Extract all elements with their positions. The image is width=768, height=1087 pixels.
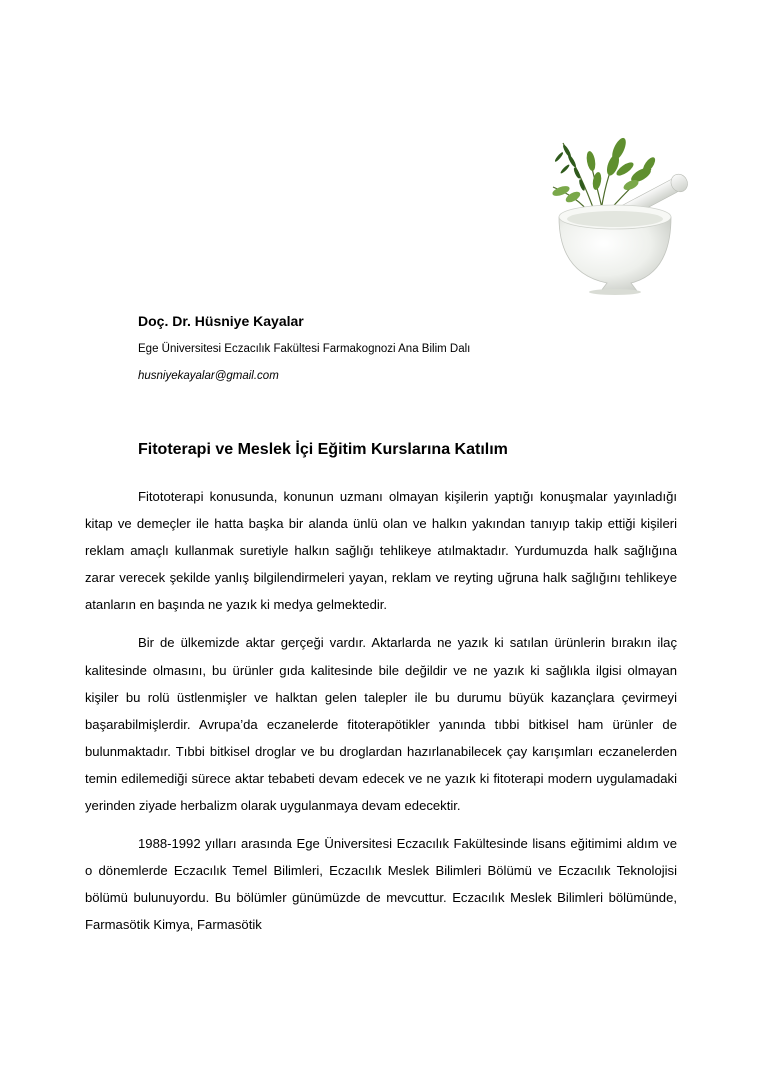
paragraph-3: 1988-1992 yılları arasında Ege Üniversitesi Eczacılık Fakültesinde lisans eğitimimi aldım ve o dönemlerde Eczacılık Temel Bilimleri, Eczacılık Meslek Bilimleri Bölümü ve Eczacılık Teknolojisi bölümü bulunuyordu. Bu bölümler günümüzde de mevcuttur. Eczacılık Meslek Bilimleri bölümünde, Farmasötik Kimya, Farmasötik <box>85 836 677 933</box>
paragraph-1: Fitototerapi konusunda, konunun uzmanı olmayan kişilerin yaptığı konuşmalar yayınladığı kitap ve demeçler ile hatta başka bir alanda ünlü olan ve halkın yakından tanıyıp takip ettiği kişileri reklam amaçlı kullanmak suretiyle halkın sağlığı tehlikeye atılmaktadır. Yurdumuzda halk sağlığına zarar verecek şekilde yanlış bilgilendirmeleri yayan, reklam ve reyting uğruna halk sağlığını tehlikeye atanların en başında ne yazık ki medya gelmektedir. <box>85 489 677 613</box>
author-affiliation: Ege Üniversitesi Eczacılık Fakültesi Farmakognozi Ana Bilim Dalı <box>138 343 471 355</box>
paragraph-2: Bir de ülkemizde aktar gerçeği vardır. Aktarlarda ne yazık ki satılan ürünlerin bırakın ilaç kalitesinde olmasını, bu ürünler gıda kalitesinde bile değildir ve ne yazık ki sağlıkla ilgisi olmayan kişiler bu rolü üstlenmişler ve halktan gelen talepler ile bu durumu büyük kazançlara çevirmeyi başarabilmişlerdir. Avrupa’da eczanelerde fitoterapötikler yanında tıbbi bitkisel ham ürünler de bulunmaktadır. Tıbbi bitkisel droglar ve bu droglardan hazırlanabilecek çay karışımları eczanelerden temin edilemediği sürece aktar tebabeti devam edecek ve ne yazık ki fitoterapi modern uygulamadaki yerinden ziyade herbalizm olarak uygulanmaya devam edecektir. <box>85 635 677 814</box>
body-text <box>85 483 677 950</box>
document-title: Fitoterapi ve Meslek İçi Eğitim Kurslarına Katılım <box>138 441 508 458</box>
mortar-pestle-herbs-icon <box>545 135 695 295</box>
author-email: husniyekayalar@gmail.com <box>138 370 279 382</box>
author-name: Doç. Dr. Hüsniye Kayalar <box>138 313 304 329</box>
author-block <box>138 312 698 383</box>
